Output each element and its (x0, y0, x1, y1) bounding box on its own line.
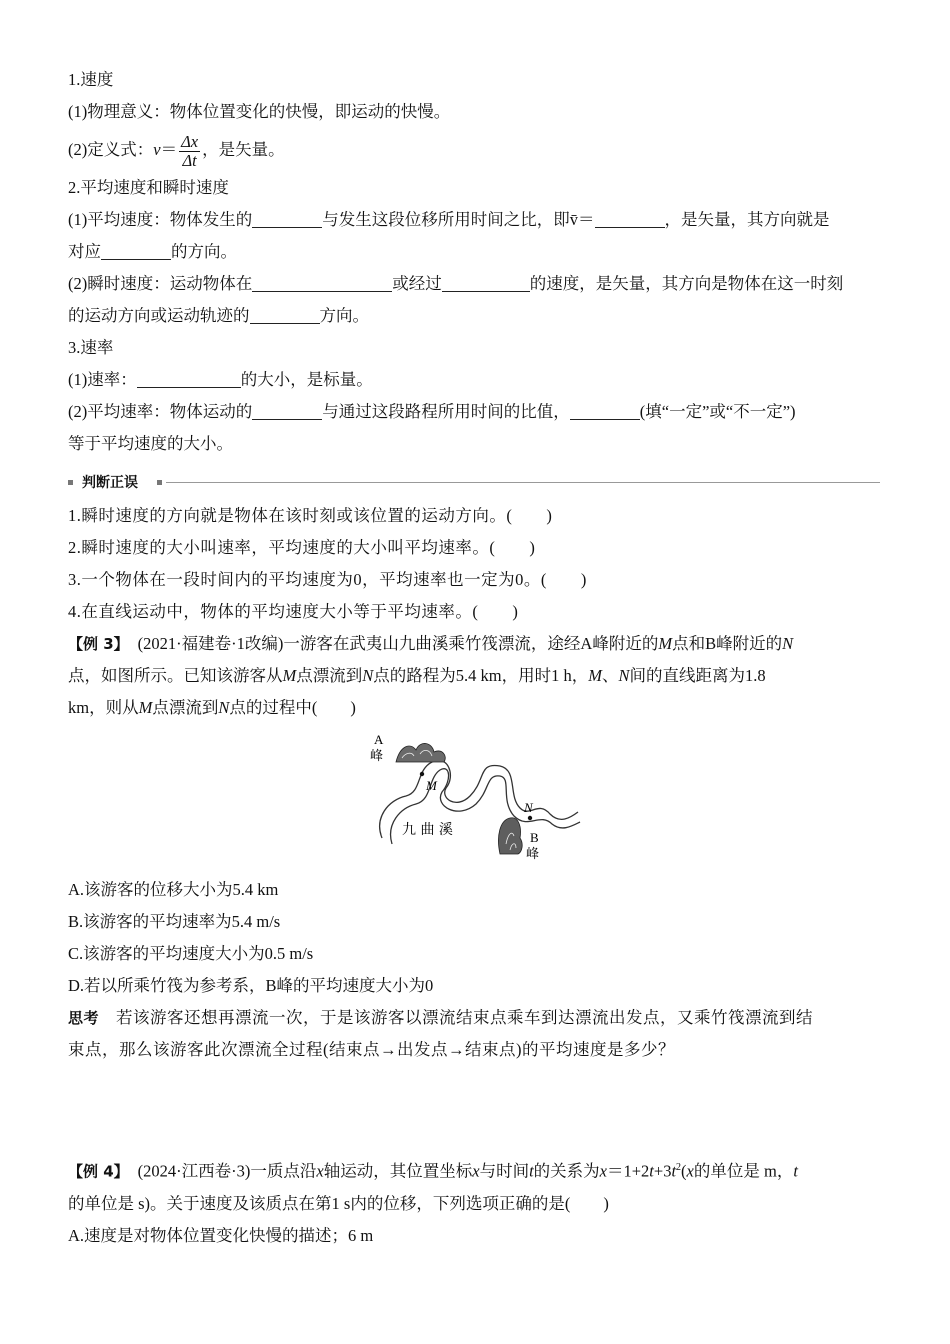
section-2-title: 2.平均速度和瞬时速度 (68, 178, 229, 197)
peak-a-letter: A (374, 732, 384, 747)
symbol-v: v (153, 140, 161, 159)
peak-b-icon (498, 818, 522, 854)
blank-tangent[interactable] (250, 305, 320, 324)
section-2-avg-velocity-line1: (1)平均速度：物体发生的 与发生这段位移所用时间之比，即v̄＝ ，是矢量，其方向就是 (68, 210, 830, 229)
example-4-line1: 【例 4】 (2024·江西卷·3)一质点沿x轴运动，其位置坐标x与时间t的关系为$x=1+2t+3t^2(x$的单位是 m，t (68, 1161, 798, 1181)
option-d[interactable]: D.若以所乘竹筏为参考系，B峰的平均速度大小为0 (68, 976, 434, 995)
think-line2: 束点，那么该游客此次漂流全过程(结束点→出发点→结束点)的平均速度是多少？ (68, 1040, 675, 1059)
river-map-svg (360, 726, 590, 866)
judge-item: 2.瞬时速度的大小叫速率，平均速度的大小叫平均速率。( ) (68, 538, 536, 557)
page-content (68, 64, 880, 1252)
section-1-title: 1.速度 (68, 70, 114, 89)
square-bullet-icon (157, 480, 162, 485)
option-b[interactable]: B.该游客的平均速率为5.4 m/s (68, 912, 281, 931)
judge-section-header (68, 470, 880, 496)
example-4-line2: 的单位是 s)。关于速度及该质点在第1 s内的位移，下列选项正确的是( ) (68, 1193, 609, 1213)
section-2-inst-velocity-line2: 的运动方向或运动轨迹的 方向。 (68, 306, 369, 325)
peak-b-char: 峰 (526, 847, 540, 862)
peak-b-letter: B (530, 830, 539, 845)
peak-a-icon (396, 743, 445, 762)
judge-section-title: 判断正误 (82, 475, 138, 491)
blank-certain[interactable] (570, 401, 640, 420)
option-a[interactable]: A.速度是对物体位置变化快慢的描述；6 m (68, 1225, 374, 1245)
square-bullet-icon (68, 480, 73, 485)
section-2-inst-velocity-line1: (2)瞬时速度：运动物体在 或经过 的速度，是矢量，其方向是物体在这一时刻 (68, 274, 844, 293)
blank-formula[interactable] (595, 209, 665, 228)
point-m-label: M (426, 778, 437, 793)
blank-direction[interactable] (101, 241, 171, 260)
section-3-avg-speed-line2: 等于平均速度的大小。 (68, 434, 233, 453)
blank-speed[interactable] (137, 369, 241, 388)
section-3-title: 3.速率 (68, 338, 114, 357)
blank-moment[interactable] (252, 273, 392, 292)
peak-a-char: 峰 (370, 749, 384, 764)
example-4-tag: 【例 4】 (68, 1162, 122, 1181)
example-3-tag: 【例 3】 (68, 635, 122, 653)
blank-displacement[interactable] (252, 209, 322, 228)
judge-item: 1.瞬时速度的方向就是物体在该时刻或该位置的运动方向。( ) (68, 506, 553, 525)
point-m-marker (420, 772, 424, 776)
river-name-label: 九 曲 溪 (402, 822, 453, 838)
judge-item: 3.一个物体在一段时间内的平均速度为0，平均速率也一定为0。( ) (68, 570, 587, 589)
option-a[interactable]: A.该游客的位移大小为5.4 km (68, 880, 279, 899)
example-3-line3: km，则从M点漂流到N点的过程中( ) (68, 698, 356, 717)
section-3-avg-speed-line1: (2)平均速率：物体运动的 与通过这段路程所用时间的比值， (填“一定”或“不一定”) (68, 402, 796, 421)
option-c[interactable]: C.该游客的平均速度大小为0.5 m/s (68, 944, 314, 963)
blank-path[interactable] (252, 401, 322, 420)
think-tag: 思考 (68, 1009, 100, 1027)
river-map-figure (360, 726, 590, 866)
blank-position[interactable] (442, 273, 530, 292)
section-2-avg-velocity-line2: 对应 的方向。 (68, 242, 237, 261)
point-n-marker (528, 816, 532, 820)
answer-space[interactable] (68, 1066, 880, 1152)
section-3-speed: (1)速率： 的大小，是标量。 (68, 370, 373, 389)
divider (166, 482, 880, 483)
section-1-definition: (2)定义式：v＝ $\frac{\Delta x}{\Delta t}$ ，是矢量。 (68, 131, 285, 170)
judge-item: 4.在直线运动中，物体的平均速度大小等于平均速率。( ) (68, 602, 519, 621)
point-n-label: N (524, 800, 533, 815)
example-3-line2: 点，如图所示。已知该游客从M点漂流到N点的路程为5.4 km，用时1 h，M、N间的直线距离为1.8 (68, 666, 766, 685)
section-1-meaning: (1)物理意义：物体位置变化的快慢，即运动的快慢。 (68, 102, 451, 121)
think-line1: 思考 若该游客还想再漂流一次，于是该游客以漂流结束点乘车到达漂流出发点，又乘竹筏漂流到结 (68, 1008, 814, 1027)
fraction-dx-dt: $\frac{\Delta x}{\Delta t}$ (181, 131, 199, 170)
example-3-line1: 【例 3】 (2021·福建卷·1改编)一游客在武夷山九曲溪乘竹筏漂流，途经A峰附近的M点和B峰附近的N (68, 634, 794, 653)
